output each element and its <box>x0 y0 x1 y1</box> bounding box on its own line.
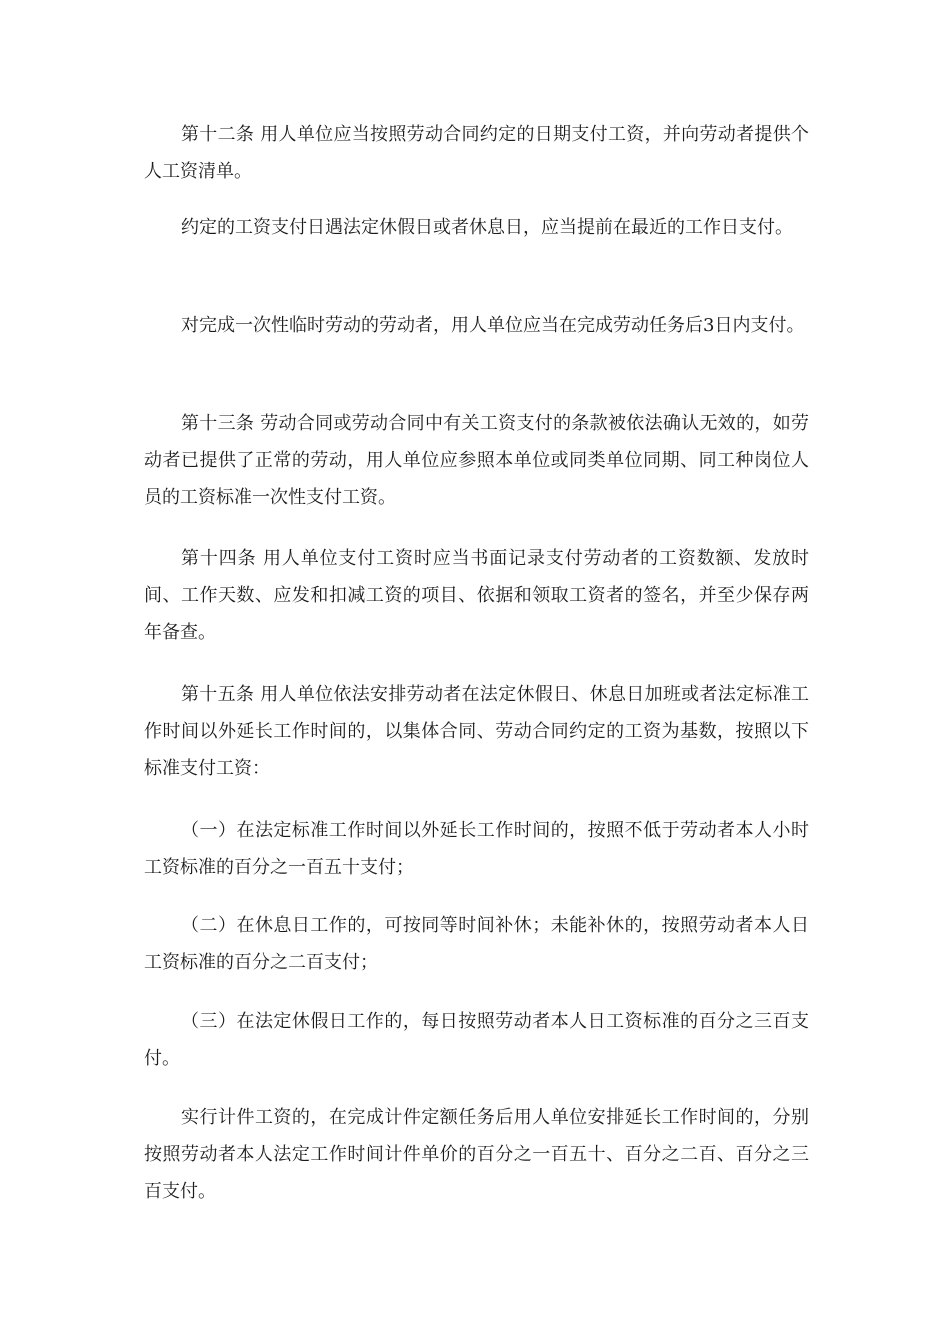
paragraph-item-3: （三）在法定休假日工作的，每日按照劳动者本人日工资标准的百分之三百支付。 <box>144 1011 809 1069</box>
paragraph-temporary-labor: 对完成一次性临时劳动的劳动者，用人单位应当在完成劳动任务后3日内支付。 <box>181 315 805 336</box>
paragraph-article-12: 第十二条 用人单位应当按照劳动合同约定的日期支付工资，并向劳动者提供个人工资清单。 <box>144 124 809 182</box>
paragraph-article-14: 第十四条 用人单位支付工资时应当书面记录支付劳动者的工资数额、发放时间、工作天数、应发和扣减工资的项目、依据和领取工资者的签名，并至少保存两年备查。 <box>144 548 809 643</box>
paragraph-article-15: 第十五条 用人单位依法安排劳动者在法定休假日、休息日加班或者法定标准工作时间以外延长工作时间的，以集体合同、劳动合同约定的工资为基数，按照以下标准支付工资： <box>144 684 809 779</box>
paragraph-article-13: 第十三条 劳动合同或劳动合同中有关工资支付的条款被依法确认无效的，如劳动者已提供了正常的劳动，用人单位应参照本单位或同类单位同期、同工种岗位人员的工资标准一次性支付工资。 <box>144 413 809 508</box>
paragraph-item-2: （二）在休息日工作的，可按同等时间补休；未能补休的，按照劳动者本人日工资标准的百分之二百支付； <box>144 915 809 973</box>
paragraph-piece-rate: 实行计件工资的，在完成计件定额任务后用人单位安排延长工作时间的，分别按照劳动者本人法定工作时间计件单价的百分之一百五十、百分之二百、百分之三百支付。 <box>144 1107 809 1202</box>
paragraph-payday-holiday: 约定的工资支付日遇法定休假日或者休息日，应当提前在最近的工作日支付。 <box>181 217 793 238</box>
paragraph-item-1: （一）在法定标准工作时间以外延长工作时间的，按照不低于劳动者本人小时工资标准的百分之一百五十支付； <box>144 820 809 878</box>
